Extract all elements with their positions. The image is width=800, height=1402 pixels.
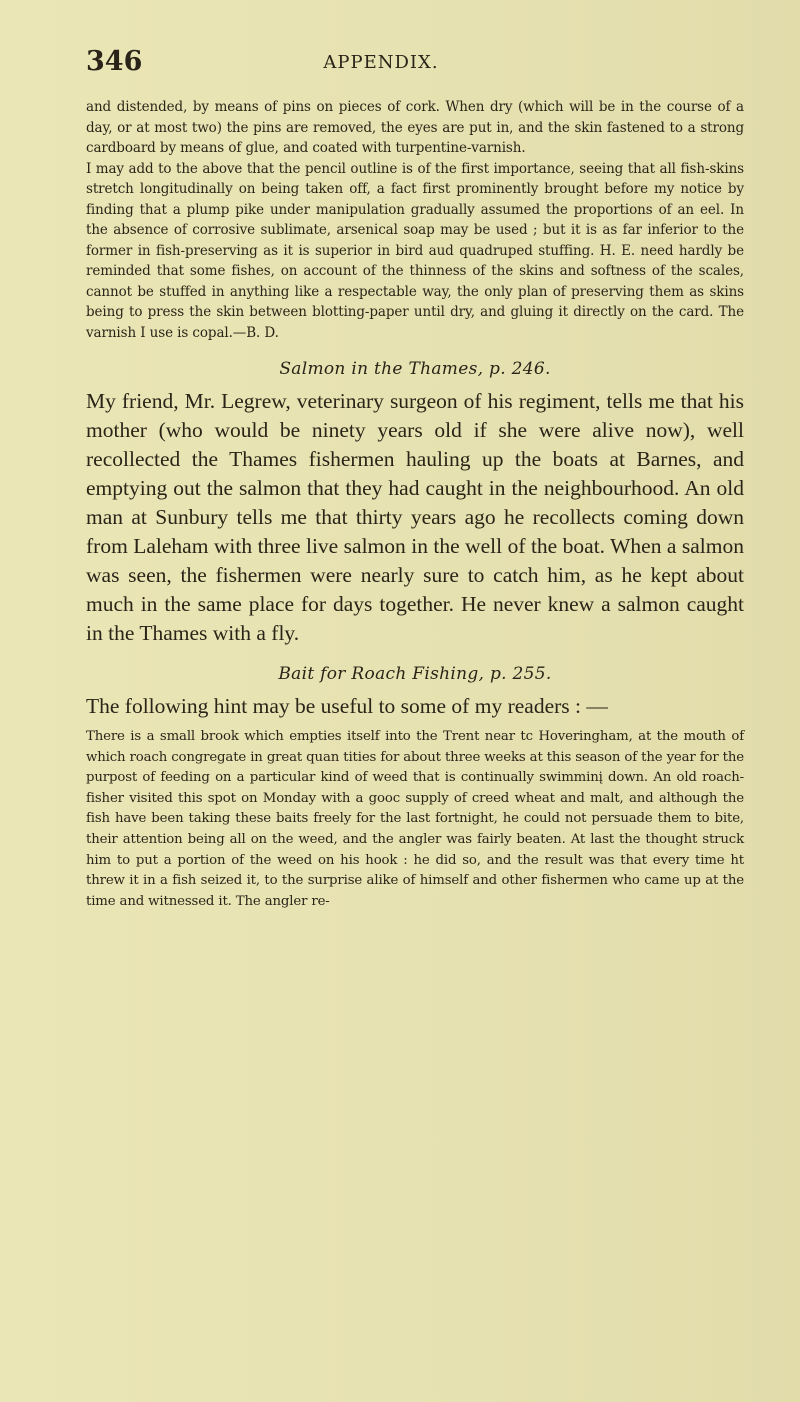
running-title: APPENDIX.: [323, 52, 439, 73]
paragraph-roach-brook: There is a small brook which empties itself into the Trent near tc Hoveringham, at the mouth of which roach congregate in great quan tities for about three weeks at this season of the year for the purpost of feeding on a particular kind of weed that is continually swimminį down. An old roach-fisher visited this spot on Monday with a gooc supply of creed wheat and malt, and although the fish have been taking these baits freely for the last fortnight, he could not persuade them to bite, their attention being all on the weed, and the angler was fairly beaten. At last the thought struck him to put a portion of the weed on his hook : he did so, and the result was that every time ht threw it in a fish seized it, to the surprise alike of himself and other fishermen who came up at the time and witnessed it. The angler re-: [86, 729, 744, 909]
paragraph-following-hint: The following hint may be useful to some of my readers : —: [86, 694, 608, 718]
paragraph-salmon-thames: My friend, Mr. Legrew, veterinary surgeon of his regiment, tells me that his mother (who would be ninety years old if she were alive now), well recollected the Thames fishermen hauling up the boats at Barnes, and emptying out the salmon that they had caught in the neighbourhood. An old man at Sunbury tells me that thirty years ago he recollects coming down from Laleham with three live salmon in the well of the boat. When a salmon was seen, the fishermen were nearly sure to catch him, as he kept about much in the same place for days together. He never knew a salmon caught in the Thames with a fly.: [86, 389, 744, 645]
paragraph-pencil-outline: I may add to the above that the pencil outline is of the first importance, seeing that all fish-skins stretch longitudinally on being taken off, a fact first prominently brought before my notice by finding that a plump pike under manipulation gradually assumed the proportions of an eel. In the absence of corrosive sublimate, arsenical soap may be used ; but it is as far inferior to the former in fish-preserving as it is superior in bird aud quadruped stuffing. H. E. need hardly be reminded that some fishes, on account of the thinness of the skins and softness of the scales, cannot be stuffed in anything like a respectable way, the only plan of preserving them as skins being to press the skin between blotting-paper until dry, and gluing it directly on the card. The varnish I use is copal.—B. D.: [86, 160, 744, 341]
section-heading-salmon: Salmon in the Thames, p. 246.: [279, 359, 551, 379]
page-body: [86, 97, 744, 912]
page-number: 346: [86, 46, 143, 77]
paragraph-fish-stuffing: and distended, by means of pins on pieces of cork. When dry (which will be in the course of a day, or at most two) the pins are removed, the eyes are put in, and the skin fastened to a strong cardboard by means of glue, and coated with turpentine-varnish.: [86, 99, 744, 156]
running-head: [86, 46, 746, 86]
section-heading-roach: Bait for Roach Fishing, p. 255.: [278, 664, 552, 684]
